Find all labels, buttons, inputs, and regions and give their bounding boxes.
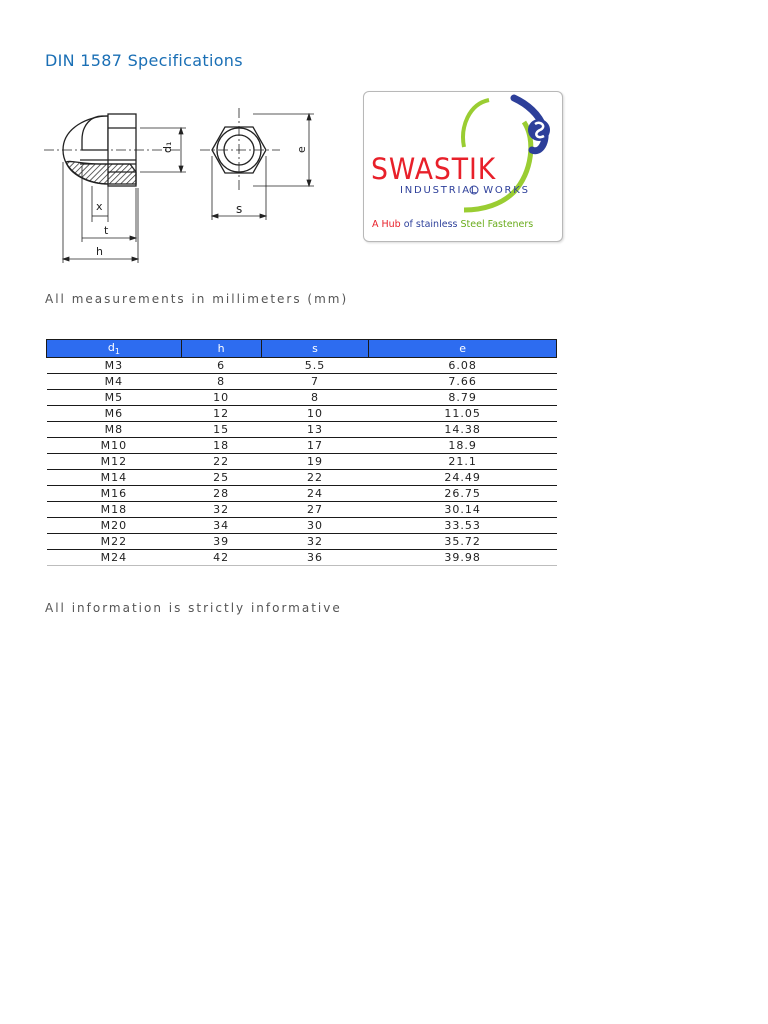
x-label: x: [96, 200, 103, 213]
page-title: DIN 1587 Specifications: [45, 51, 243, 70]
table-row: [47, 534, 557, 550]
cell-d1: M20: [47, 518, 182, 534]
cell-h: 8: [181, 374, 261, 390]
tagline-part-3: Steel Fasteners: [460, 219, 534, 230]
cell-s: 5.5: [261, 358, 369, 374]
logo-subtitle: INDUSTRIAL WORKS: [400, 185, 530, 196]
cell-d1: M4: [47, 374, 182, 390]
cell-h: 28: [181, 486, 261, 502]
spec-table: [46, 339, 557, 566]
cell-d1: M18: [47, 502, 182, 518]
cell-h: 12: [181, 406, 261, 422]
table-row: [47, 454, 557, 470]
cell-e: 24.49: [369, 470, 557, 486]
cell-s: 17: [261, 438, 369, 454]
cell-s: 19: [261, 454, 369, 470]
cell-h: 18: [181, 438, 261, 454]
cell-e: 18.9: [369, 438, 557, 454]
table-row: [47, 438, 557, 454]
table-row: [47, 502, 557, 518]
cell-s: 7: [261, 374, 369, 390]
logo-brand: SWASTIK: [371, 152, 497, 186]
cell-s: 13: [261, 422, 369, 438]
cell-s: 30: [261, 518, 369, 534]
table-row: [47, 550, 557, 566]
cell-d1: M8: [47, 422, 182, 438]
cell-e: 26.75: [369, 486, 557, 502]
cell-h: 32: [181, 502, 261, 518]
logo-tagline: [372, 219, 533, 230]
cell-e: 33.53: [369, 518, 557, 534]
table-header-row: [47, 340, 557, 358]
cell-e: 11.05: [369, 406, 557, 422]
header-e: e: [369, 340, 557, 358]
header-h: h: [181, 340, 261, 358]
cell-d1: M22: [47, 534, 182, 550]
d1-label: d₁: [161, 141, 174, 153]
cell-h: 34: [181, 518, 261, 534]
cell-h: 10: [181, 390, 261, 406]
table-row: [47, 358, 557, 374]
cell-e: 8.79: [369, 390, 557, 406]
cell-e: 39.98: [369, 550, 557, 566]
t-label: t: [104, 224, 109, 237]
s-label: s: [236, 202, 243, 216]
cell-s: 36: [261, 550, 369, 566]
cell-d1: M12: [47, 454, 182, 470]
e-label: e: [295, 146, 308, 153]
table-row: [47, 390, 557, 406]
acorn-nut-drawing: [40, 100, 330, 270]
table-row: [47, 374, 557, 390]
cell-s: 8: [261, 390, 369, 406]
cell-e: 30.14: [369, 502, 557, 518]
company-logo: [363, 91, 563, 242]
cell-e: 7.66: [369, 374, 557, 390]
cell-d1: M5: [47, 390, 182, 406]
table-row: [47, 486, 557, 502]
cell-s: 10: [261, 406, 369, 422]
info-note: All information is strictly informative: [45, 601, 342, 615]
cell-d1: M10: [47, 438, 182, 454]
table-row: [47, 422, 557, 438]
header-s: s: [261, 340, 369, 358]
cell-s: 22: [261, 470, 369, 486]
cell-h: 15: [181, 422, 261, 438]
cell-s: 24: [261, 486, 369, 502]
cell-d1: M6: [47, 406, 182, 422]
cell-d1: M14: [47, 470, 182, 486]
table-row: [47, 518, 557, 534]
cell-s: 32: [261, 534, 369, 550]
cell-d1: M24: [47, 550, 182, 566]
header-d1: $d_1$: [47, 340, 182, 358]
cell-e: 6.08: [369, 358, 557, 374]
table-row: [47, 406, 557, 422]
cell-d1: M3: [47, 358, 182, 374]
cell-h: 22: [181, 454, 261, 470]
cell-d1: M16: [47, 486, 182, 502]
cell-h: 25: [181, 470, 261, 486]
measurement-note: All measurements in millimeters (mm): [45, 292, 349, 306]
tagline-part-1: A Hub: [372, 219, 401, 230]
tagline-part-2: of stainless: [403, 219, 458, 230]
table-row: [47, 470, 557, 486]
cell-e: 14.38: [369, 422, 557, 438]
cell-h: 39: [181, 534, 261, 550]
cell-h: 6: [181, 358, 261, 374]
cell-s: 27: [261, 502, 369, 518]
cell-h: 42: [181, 550, 261, 566]
h-label: h: [96, 245, 103, 258]
cell-e: 35.72: [369, 534, 557, 550]
cell-e: 21.1: [369, 454, 557, 470]
